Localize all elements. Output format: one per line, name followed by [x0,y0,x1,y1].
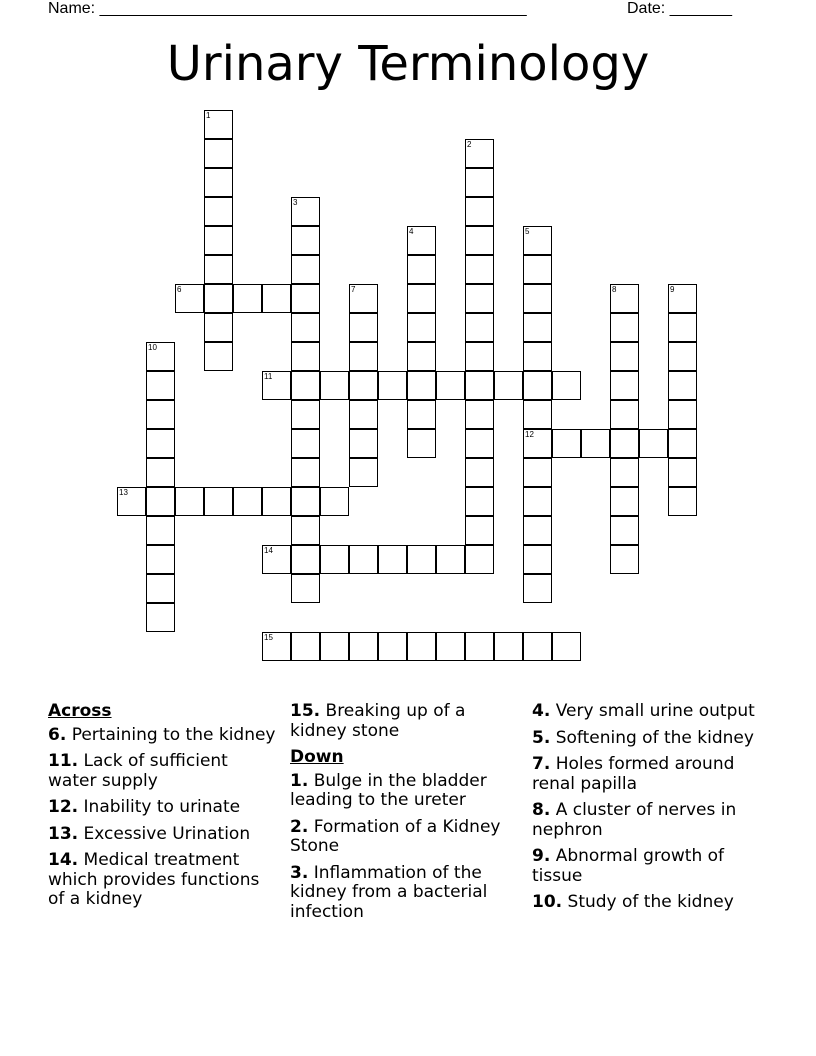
grid-cell[interactable] [146,516,175,545]
grid-cell[interactable] [523,342,552,371]
grid-cell[interactable] [407,632,436,661]
grid-cell[interactable] [465,139,494,168]
grid-cell[interactable] [610,458,639,487]
grid-cell[interactable] [523,545,552,574]
grid-cell[interactable] [465,226,494,255]
grid-cell[interactable] [668,458,697,487]
grid-cell[interactable] [407,400,436,429]
grid-cell[interactable] [291,342,320,371]
grid-cell[interactable] [349,400,378,429]
grid-cell[interactable] [262,284,291,313]
grid-cell[interactable] [465,516,494,545]
grid-cell[interactable] [349,632,378,661]
grid-cell[interactable] [523,400,552,429]
grid-cell[interactable] [204,139,233,168]
grid-cell[interactable] [465,313,494,342]
grid-cell[interactable] [320,371,349,400]
grid-cell[interactable] [291,632,320,661]
grid-cell[interactable] [523,516,552,545]
grid-cell[interactable] [523,632,552,661]
grid-cell[interactable] [465,487,494,516]
grid-cell[interactable] [291,197,320,226]
grid-cell[interactable] [610,313,639,342]
grid-cell[interactable] [204,255,233,284]
grid-cell[interactable] [204,197,233,226]
grid-cell[interactable] [581,429,610,458]
grid-cell[interactable] [146,400,175,429]
grid-cell[interactable] [204,168,233,197]
grid-cell[interactable] [436,632,465,661]
grid-cell[interactable] [523,371,552,400]
grid-cell[interactable] [320,632,349,661]
grid-cell[interactable] [552,371,581,400]
grid-cell[interactable] [204,313,233,342]
grid-cell[interactable] [610,516,639,545]
grid-cell[interactable] [291,487,320,516]
across-clue-11: 11. Lack of sufficient water supply [48,751,228,791]
grid-cell[interactable] [320,487,349,516]
grid-cell[interactable] [291,313,320,342]
across-clue-15: 15. Breaking up of a kidney stone [290,701,466,741]
date-label: Date: [627,0,666,17]
grid-cell[interactable] [291,458,320,487]
grid-cell[interactable] [668,371,697,400]
grid-cell[interactable] [668,487,697,516]
grid-cell[interactable] [349,429,378,458]
clue-number: 13 [119,488,128,497]
name-line[interactable]: ________________________________________________ [99,0,527,17]
clue-column-1 [48,702,280,917]
name-label: Name: [48,0,96,17]
grid-cell[interactable] [436,371,465,400]
grid-cell[interactable] [407,255,436,284]
grid-cell[interactable] [465,284,494,313]
grid-cell[interactable] [291,226,320,255]
across-clue-12: 12. Inability to urinate [48,797,241,817]
grid-cell[interactable] [610,284,639,313]
grid-cell[interactable] [465,545,494,574]
clue-number: 5 [525,227,530,236]
grid-cell[interactable] [407,371,436,400]
grid-cell[interactable] [523,429,552,458]
grid-cell[interactable] [610,400,639,429]
grid-cell[interactable] [523,574,552,603]
grid-cell[interactable] [465,168,494,197]
grid-cell[interactable] [465,255,494,284]
grid-cell[interactable] [465,458,494,487]
grid-cell[interactable] [146,342,175,371]
clue-number: 12 [525,430,534,439]
clue-column-2 [290,702,522,929]
grid-cell[interactable] [610,545,639,574]
grid-cell[interactable] [639,429,668,458]
grid-cell[interactable] [204,342,233,371]
grid-cell[interactable] [175,487,204,516]
grid-cell[interactable] [262,632,291,661]
grid-cell[interactable] [291,284,320,313]
grid-cell[interactable] [175,284,204,313]
grid-cell[interactable] [349,342,378,371]
across-clue-6: 6. Pertaining to the kidney [48,724,276,745]
grid-cell[interactable] [668,429,697,458]
grid-cell[interactable] [349,545,378,574]
grid-cell[interactable] [523,313,552,342]
grid-cell[interactable] [291,255,320,284]
grid-cell[interactable] [146,429,175,458]
down-clue-8: 8. A cluster of nerves in nephron [532,800,737,840]
grid-cell[interactable] [668,400,697,429]
grid-cell[interactable] [349,284,378,313]
grid-cell[interactable] [146,545,175,574]
grid-cell[interactable] [204,110,233,139]
across-clue-14: 14. Medical treatment which provides functions of a kidney [48,850,260,909]
grid-cell[interactable] [407,313,436,342]
grid-cell[interactable] [407,342,436,371]
clue-number: 11 [264,372,273,381]
grid-cell[interactable] [146,371,175,400]
grid-cell[interactable] [291,400,320,429]
grid-cell[interactable] [146,458,175,487]
grid-cell[interactable] [407,545,436,574]
grid-cell[interactable] [291,516,320,545]
grid-cell[interactable] [465,632,494,661]
grid-cell[interactable] [204,226,233,255]
grid-cell[interactable] [291,545,320,574]
grid-cell[interactable] [465,371,494,400]
grid-cell[interactable] [349,458,378,487]
clue-number: 15 [264,633,273,642]
grid-cell[interactable] [291,429,320,458]
grid-cell[interactable] [291,574,320,603]
grid-cell[interactable] [610,371,639,400]
date-line[interactable]: _______ [669,0,732,17]
grid-cell[interactable] [407,226,436,255]
grid-cell[interactable] [262,487,291,516]
clue-number: 7 [351,285,356,294]
grid-cell[interactable] [465,400,494,429]
grid-cell[interactable] [378,545,407,574]
grid-cell[interactable] [233,487,262,516]
grid-cell[interactable] [117,487,146,516]
clue-number: 3 [293,198,298,207]
down-clue-2: 2. Formation of a Kidney Stone [290,816,501,856]
clue-number: 1 [206,111,211,120]
grid-cell[interactable] [378,371,407,400]
grid-cell[interactable] [668,342,697,371]
down-clue-5: 5. Softening of the kidney [532,727,754,748]
clue-number: 8 [612,285,617,294]
down-clue-4: 4. Very small urine output [532,701,755,721]
grid-cell[interactable] [465,429,494,458]
down-clue-10: 10. Study of the kidney [532,892,734,912]
grid-cell[interactable] [494,371,523,400]
grid-cell[interactable] [610,487,639,516]
grid-cell[interactable] [523,255,552,284]
down-clue-1: 1. Bulge in the bladder leading to the ureter [290,770,487,810]
grid-cell[interactable] [204,284,233,313]
down-clue-7: 7. Holes formed around renal papilla [532,754,735,794]
grid-cell[interactable] [407,284,436,313]
down-clue-9: 9. Abnormal growth of tissue [532,846,725,886]
grid-cell[interactable] [146,603,175,632]
grid-cell[interactable] [291,371,320,400]
across-clue-13: 13. Excessive Urination [48,823,251,844]
clue-number: 10 [148,343,157,352]
page-title: Urinary Terminology [166,36,650,92]
clue-number: 9 [670,285,675,294]
grid-cell[interactable] [233,284,262,313]
grid-cell[interactable] [262,371,291,400]
grid-cell[interactable] [668,313,697,342]
across-heading: Across [48,701,112,721]
grid-cell[interactable] [610,342,639,371]
grid-cell[interactable] [523,226,552,255]
clue-number: 14 [264,546,273,555]
grid-cell[interactable] [465,197,494,226]
grid-cell[interactable] [378,632,407,661]
grid-cell[interactable] [610,429,639,458]
down-clue-3: 3. Inflammation of the kidney from a bacterial infection [290,862,488,922]
grid-cell[interactable] [668,284,697,313]
grid-cell[interactable] [320,545,349,574]
clue-number: 4 [409,227,414,236]
grid-cell[interactable] [349,313,378,342]
grid-cell[interactable] [552,429,581,458]
clue-column-3 [532,702,772,920]
clue-number: 6 [177,285,182,294]
grid-cell[interactable] [465,342,494,371]
grid-cell[interactable] [349,371,378,400]
down-heading: Down [290,747,344,767]
grid-cell[interactable] [523,487,552,516]
grid-cell[interactable] [523,284,552,313]
grid-cell[interactable] [262,545,291,574]
grid-cell[interactable] [146,487,175,516]
clue-number: 2 [467,140,472,149]
grid-cell[interactable] [552,632,581,661]
grid-cell[interactable] [204,487,233,516]
grid-cell[interactable] [494,632,523,661]
grid-cell[interactable] [523,458,552,487]
grid-cell[interactable] [146,574,175,603]
grid-cell[interactable] [407,429,436,458]
grid-cell[interactable] [436,545,465,574]
